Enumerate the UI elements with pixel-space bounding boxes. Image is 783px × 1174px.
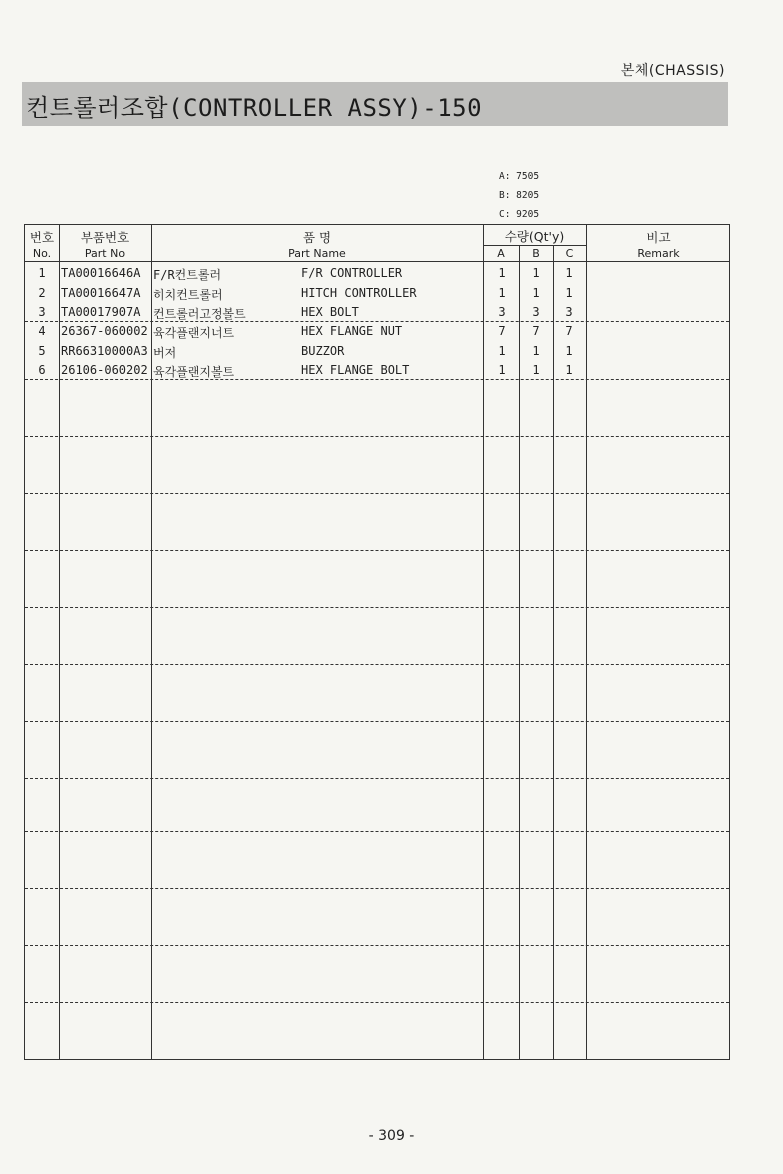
row-part-no: 26106-060202 [61,363,148,377]
row-name-kr: 버저 [153,345,177,360]
row-qty-a: 1 [498,343,506,358]
header-no-kr: 번호 [29,230,55,245]
header-a: A [497,247,505,260]
row-qty-b: 1 [532,266,540,280]
row-no: 4 [38,324,46,338]
page-number: - 309 - [368,1128,415,1144]
row-name-kr: 육각플랜지너트 [153,326,235,340]
section-label: 본체(CHASSIS) [620,63,725,79]
row-qty-a: 1 [498,285,506,300]
row-no: 6 [38,363,46,377]
row-qty-c: 1 [565,343,573,358]
row-qty-c: 3 [565,305,573,319]
row-name-kr: 컨트롤러고정볼트 [153,307,246,321]
row-qty-a: 1 [498,266,506,280]
row-qty-b: 3 [532,305,540,319]
row-name-kr: 히치컨트롤러 [153,287,223,302]
row-qty-b: 1 [532,363,540,377]
title-band [22,82,728,126]
header-c: C [565,247,574,260]
row-name-en: F/R CONTROLLER [301,266,403,280]
row-qty-a: 3 [498,305,506,319]
model-legend [499,167,539,224]
row-qty-a: 1 [498,363,506,377]
table-row [25,266,729,285]
row-name-en: HITCH CONTROLLER [301,285,417,300]
row-no: 3 [38,305,46,319]
row-part-no: RR66310000A3 [61,343,148,358]
row-name-en: HEX FLANGE BOLT [301,363,410,377]
header-remark-kr: 비고 [646,230,671,245]
table-row [25,324,729,343]
parts-table [24,224,730,1060]
page-title: 컨트롤러조합(CONTROLLER ASSY)-150 [26,94,483,122]
row-no: 5 [38,343,46,358]
row-qty-c: 7 [565,324,573,338]
row-qty-b: 7 [532,324,540,338]
row-no: 2 [38,285,46,300]
row-qty-c: 1 [565,285,573,300]
row-qty-a: 7 [498,324,506,338]
header-b: B [532,247,540,260]
row-name-kr: 육각플랜지볼트 [153,365,235,379]
model-c: C: 9205 [499,209,540,220]
model-b: B: 8205 [499,190,540,201]
model-a: A: 7505 [499,171,540,182]
header-part-name-kr: 품 명 [302,230,332,245]
row-name-en: HEX FLANGE NUT [301,324,403,338]
header-part-name-en: Part Name [288,247,346,260]
row-name-en: HEX BOLT [301,305,359,319]
row-part-no: TA00016646A [61,266,141,280]
row-qty-b: 1 [532,285,540,300]
row-qty-b: 1 [532,343,540,358]
table-row [25,286,729,305]
header-qty: 수량(Qt'y) [504,229,565,244]
row-part-no: 26367-060002 [61,324,148,338]
row-qty-c: 1 [565,363,573,377]
header-remark-en: Remark [637,247,680,260]
row-qty-c: 1 [565,266,573,280]
table-row [25,344,729,363]
row-no: 1 [38,266,46,280]
row-part-no: TA00017907A [61,305,141,319]
row-name-en: BUZZOR [301,343,345,358]
header-no-en: No. [32,247,52,260]
header-part-no-en: Part No [84,247,126,260]
row-name-kr: F/R컨트롤러 [153,268,222,282]
row-part-no: TA00016647A [61,285,141,300]
header-part-no-kr: 부품번호 [80,230,130,245]
